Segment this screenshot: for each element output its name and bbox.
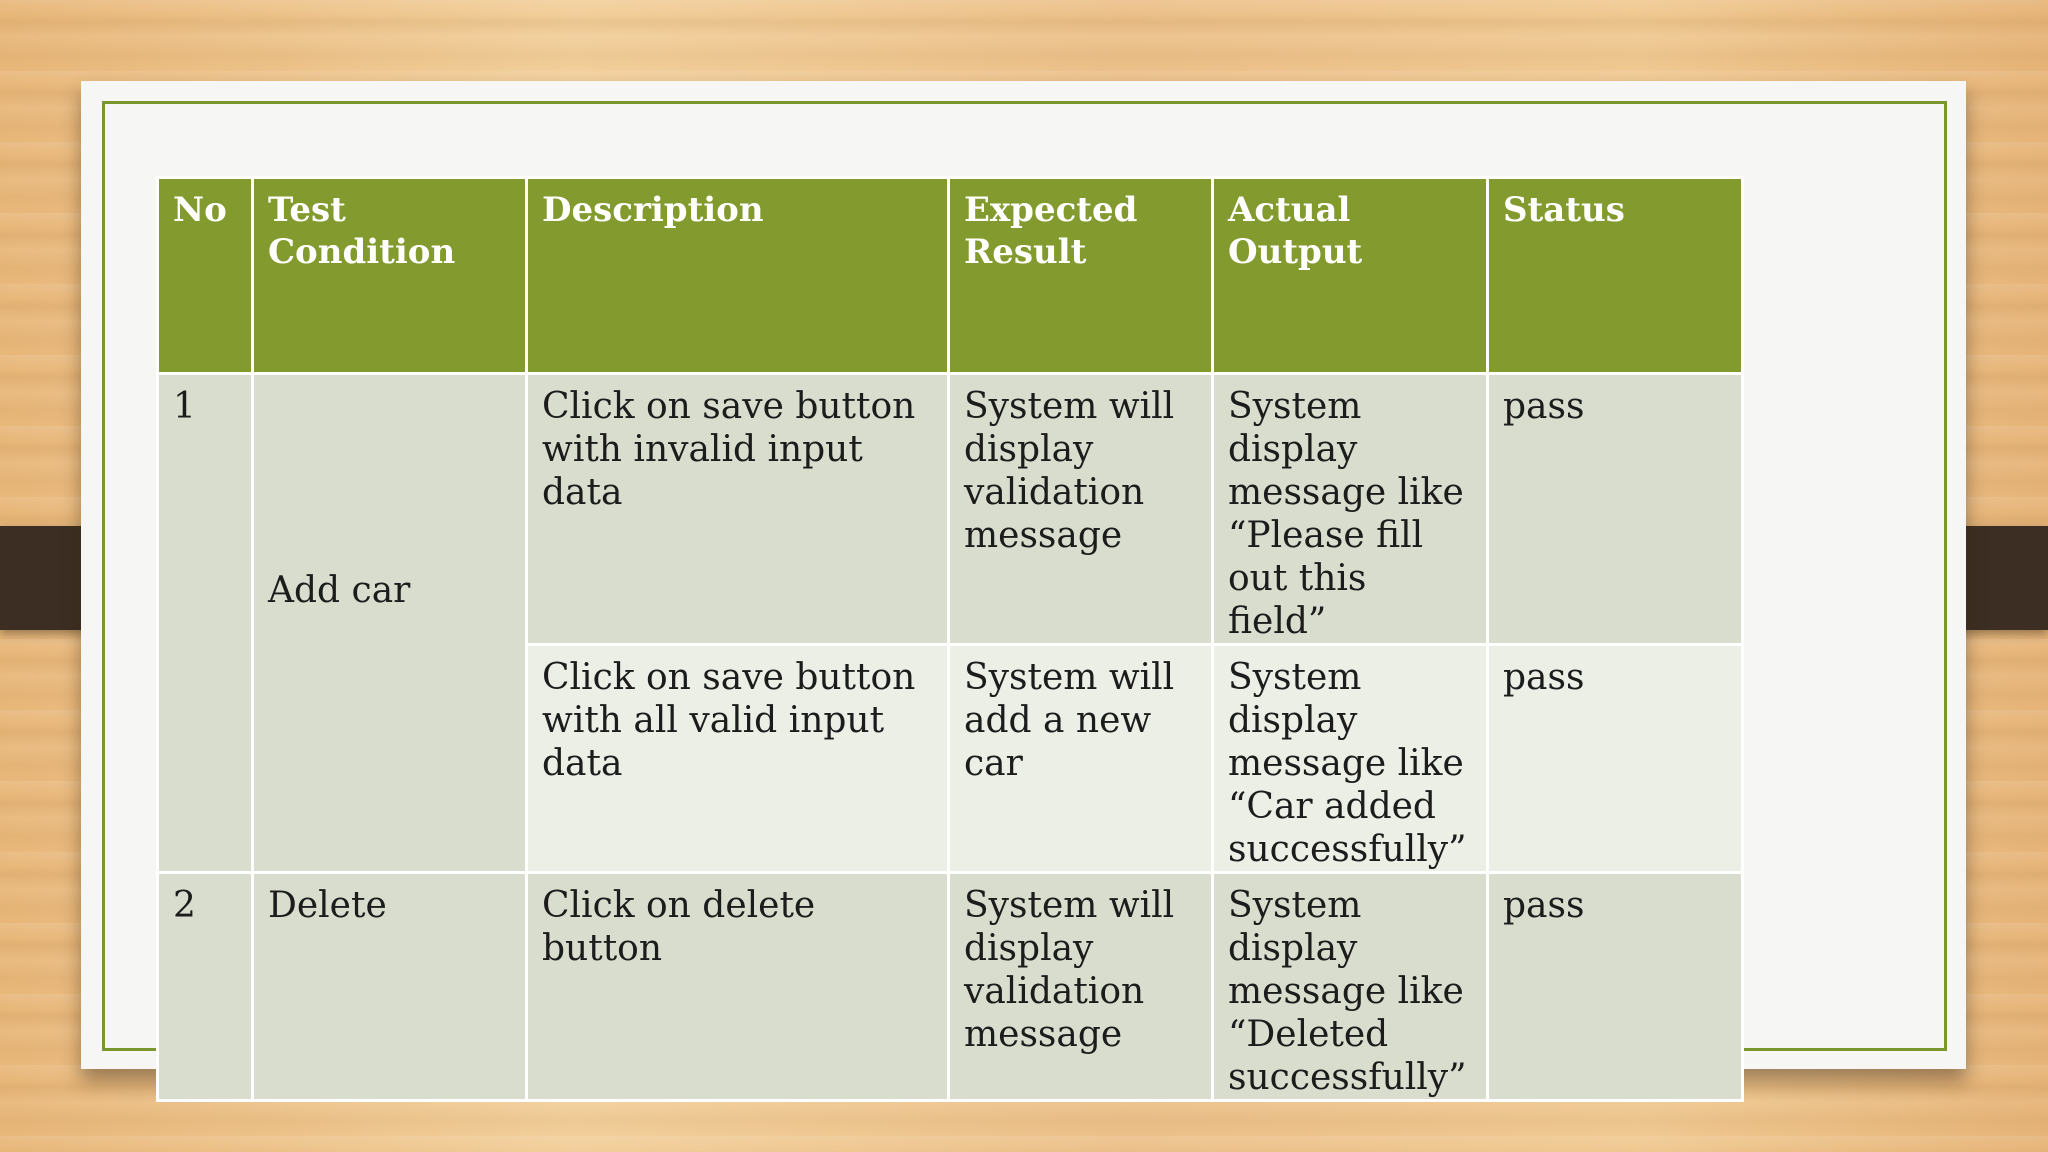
cell-status: pass <box>1488 374 1743 645</box>
cell-description: Click on save button with all valid input data <box>527 645 949 873</box>
table-header-row <box>158 178 1743 374</box>
cell-expected-result: System will display validation message <box>949 374 1213 645</box>
test-case-table <box>156 176 1744 1102</box>
header-expected-result: Expected Result <box>949 178 1213 374</box>
cell-test-condition-text: Add car <box>268 569 411 611</box>
cell-expected-result: System will add a new car <box>949 645 1213 873</box>
cell-no: 2 <box>158 873 253 1101</box>
table-row <box>158 374 1743 645</box>
cell-test-condition: Delete <box>253 873 527 1101</box>
cell-actual-output: System display message like “Deleted successfully” <box>1213 873 1488 1101</box>
cell-actual-output: System display message like “Car added successfully” <box>1213 645 1488 873</box>
cell-description: Click on delete button <box>527 873 949 1101</box>
header-no: No <box>158 178 253 374</box>
header-actual-output: Actual Output <box>1213 178 1488 374</box>
header-test-condition: Test Condition <box>253 178 527 374</box>
cell-description: Click on save button with invalid input data <box>527 374 949 645</box>
cell-test-condition <box>253 374 527 873</box>
cell-expected-result: System will display validation message <box>949 873 1213 1101</box>
cell-no: 1 <box>158 374 253 873</box>
header-status: Status <box>1488 178 1743 374</box>
cell-actual-output: System display message like “Please fill out this field” <box>1213 374 1488 645</box>
cell-status: pass <box>1488 873 1743 1101</box>
cell-status: pass <box>1488 645 1743 873</box>
slide <box>81 81 1966 1098</box>
header-description: Description <box>527 178 949 374</box>
table-row <box>158 873 1743 1101</box>
